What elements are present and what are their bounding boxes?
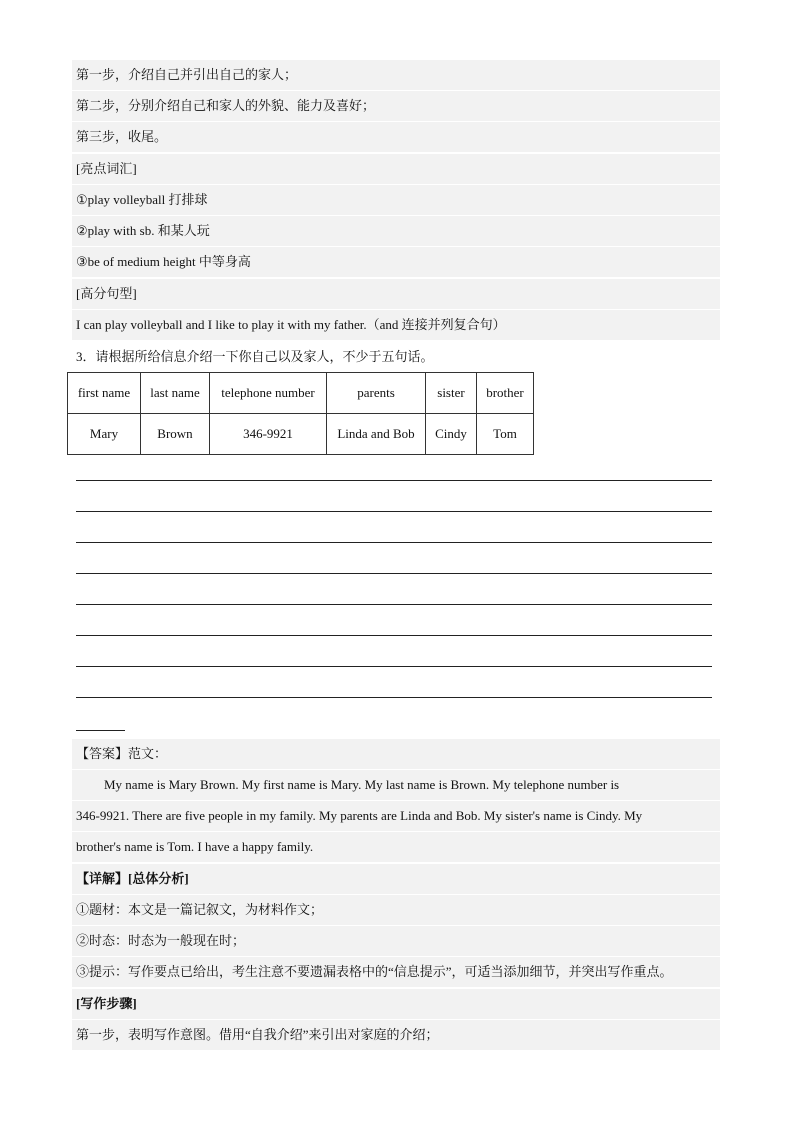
answer-line-1: My name is Mary Brown. My first name is Mary. My last name is Brown. My telephone number is xyxy=(72,770,720,800)
detail-item-3: ③提示：写作要点已给出，考生注意不要遗漏表格中的“信息提示”，可适当添加细节，并突出写作重点。 xyxy=(72,957,720,987)
writing-line[interactable] xyxy=(76,480,712,481)
step-description: 第一步，表明写作意图。借用“自我介绍”来引出对家庭的介绍； xyxy=(72,1020,720,1050)
table-cell: 346-9921 xyxy=(210,414,327,455)
writing-line[interactable] xyxy=(76,573,712,574)
info-table xyxy=(67,372,534,455)
table-header-cell: last name xyxy=(141,373,210,414)
writing-line[interactable] xyxy=(76,697,712,698)
table-header-cell: telephone number xyxy=(210,373,327,414)
vocab-item-1: ①play volleyball 打排球 xyxy=(72,185,720,215)
vocab-item-2: ②play with sb. 和某人玩 xyxy=(72,216,720,246)
answer-label: 【答案】范文： xyxy=(72,739,720,769)
question-text: 3．请根据所给信息介绍一下你自己以及家人，不少于五句话。 xyxy=(76,349,434,364)
table-header-cell: first name xyxy=(68,373,141,414)
table-cell: Mary xyxy=(68,414,141,455)
vocab-item-3: ③be of medium height 中等身高 xyxy=(72,247,720,277)
table-header-cell: parents xyxy=(327,373,426,414)
writing-line-short[interactable] xyxy=(76,730,125,731)
table-header-cell: sister xyxy=(426,373,477,414)
table-cell: Cindy xyxy=(426,414,477,455)
writing-line[interactable] xyxy=(76,635,712,636)
table-header-cell: brother xyxy=(477,373,534,414)
table-header-row xyxy=(68,373,534,414)
writing-line[interactable] xyxy=(76,604,712,605)
answer-line-2: 346-9921. There are five people in my family. My parents are Linda and Bob. My sister's name is Cindy. My xyxy=(72,801,720,831)
sentence-example: I can play volleyball and I like to play it with my father.（and 连接并列复合句） xyxy=(72,310,720,340)
step-3-line: 第三步，收尾。 xyxy=(72,122,720,152)
table-cell: Brown xyxy=(141,414,210,455)
vocab-header: [亮点词汇] xyxy=(72,154,720,184)
detail-item-2: ②时态：时态为一般现在时； xyxy=(72,926,720,956)
step-2-line: 第二步，分别介绍自己和家人的外貌、能力及喜好； xyxy=(72,91,720,121)
writing-line[interactable] xyxy=(76,511,712,512)
answer-line-3: brother's name is Tom. I have a happy family. xyxy=(72,832,720,862)
detail-label: 【详解】[总体分析] xyxy=(72,864,720,894)
table-cell: Linda and Bob xyxy=(327,414,426,455)
steps-header: [写作步骤] xyxy=(72,989,720,1019)
table-cell: Tom xyxy=(477,414,534,455)
detail-item-1: ①题材：本文是一篇记叙文，为材料作文； xyxy=(72,895,720,925)
writing-line[interactable] xyxy=(76,542,712,543)
writing-line[interactable] xyxy=(76,666,712,667)
step-1-line: 第一步，介绍自己并引出自己的家人； xyxy=(72,60,720,90)
sentence-header: [高分句型] xyxy=(72,279,720,309)
table-row xyxy=(68,414,534,455)
